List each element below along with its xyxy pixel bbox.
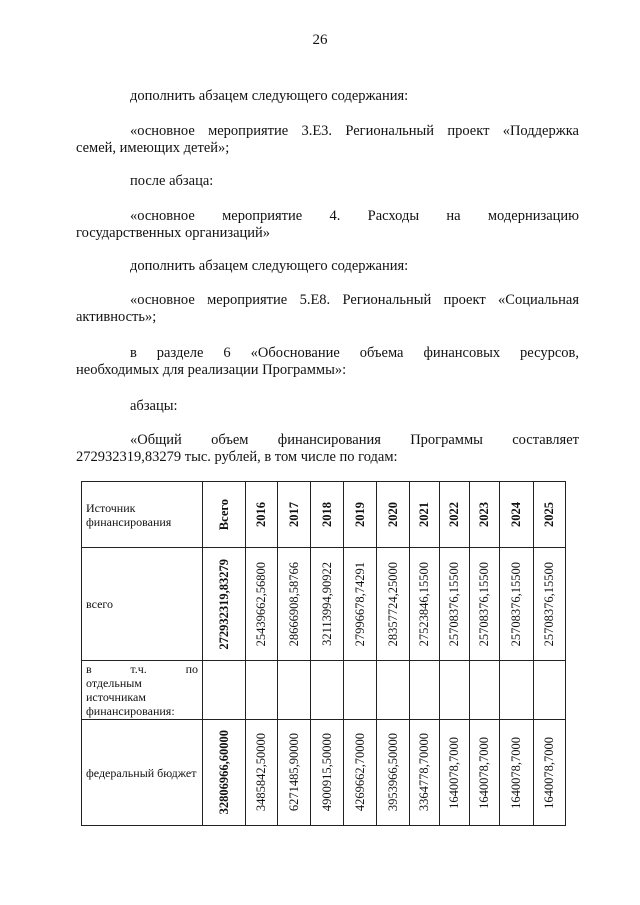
cell — [377, 548, 410, 661]
paragraph-7 — [76, 345, 579, 379]
header-year: 2016 — [254, 502, 268, 527]
header-year: 2019 — [352, 502, 367, 527]
row-federal-value: 4900915,50000 — [319, 733, 334, 812]
cell — [410, 720, 440, 826]
paragraph-9-line-1: «Общий объем финансирования Программы составляет — [130, 432, 579, 448]
financing-table — [81, 481, 566, 826]
table-row-including — [82, 661, 566, 720]
cell — [440, 548, 470, 661]
paragraph-9 — [76, 432, 579, 466]
row-total-value: 28666908,58766 — [286, 561, 301, 647]
paragraph-8 — [76, 398, 579, 415]
including-line: источникам — [86, 690, 146, 704]
row-including-label — [82, 661, 203, 720]
row-federal-sum: 32806966,60000 — [216, 730, 231, 815]
row-total-value: 32113994,90922 — [319, 562, 334, 646]
empty-cell — [246, 661, 278, 720]
paragraph-6-line-1: «основное мероприятие 5.Е8. Региональный проект «Социальная — [130, 292, 579, 308]
header-year-cell — [246, 482, 278, 548]
paragraph-1 — [76, 88, 579, 105]
paragraph-2-line-1: «основное мероприятие 3.Е3. Региональный проект «Поддержка — [130, 123, 579, 139]
header-year-cell — [534, 482, 566, 548]
header-year: 2017 — [286, 502, 301, 527]
cell — [500, 548, 534, 661]
cell — [246, 548, 278, 661]
header-total: Всего — [216, 498, 231, 531]
empty-cell — [470, 661, 500, 720]
empty-cell — [500, 661, 534, 720]
cell — [203, 720, 246, 826]
row-total-value: 27996678,74291 — [352, 561, 367, 647]
row-federal-value: 3364778,70000 — [417, 733, 431, 812]
cell — [278, 720, 311, 826]
header-total-cell — [203, 482, 246, 548]
cell — [500, 720, 534, 826]
row-total-value: 27523846,15500 — [417, 561, 431, 647]
empty-cell — [440, 661, 470, 720]
paragraph-7-line-1: в разделе 6 «Обоснование объема финансовых ресурсов, — [130, 345, 579, 361]
cell — [470, 548, 500, 661]
row-total-value: 25439662,56800 — [254, 561, 268, 647]
cell — [246, 720, 278, 826]
cell — [440, 720, 470, 826]
row-federal-value: 3485842,50000 — [254, 733, 268, 812]
header-year: 2022 — [447, 502, 461, 527]
header-year-cell — [344, 482, 377, 548]
cell — [534, 548, 566, 661]
cell — [311, 548, 344, 661]
header-year: 2024 — [509, 502, 523, 527]
paragraph-3 — [76, 173, 579, 190]
paragraph-4-line-1: «основное мероприятие 4. Расходы на модернизацию — [130, 208, 579, 224]
row-total-label: всего — [82, 548, 203, 661]
paragraph-2-line-2: семей, имеющих детей»; — [76, 140, 230, 156]
row-total-value: 25708376,15500 — [542, 561, 556, 647]
cell — [534, 720, 566, 826]
header-year-cell — [311, 482, 344, 548]
empty-cell — [311, 661, 344, 720]
row-federal-value: 1640078,7000 — [509, 736, 523, 809]
including-word: в — [86, 662, 92, 676]
paragraph-3-line: после абзаца: — [130, 173, 214, 189]
row-federal-value: 6271485,90000 — [286, 733, 301, 812]
paragraph-9-line-2: 272932319,83279 тыс. рублей, в том числе по годам: — [76, 449, 398, 465]
row-federal-value: 3953966,50000 — [385, 733, 400, 812]
empty-cell — [534, 661, 566, 720]
including-line: финансирования: — [86, 704, 175, 718]
header-year: 2018 — [319, 502, 334, 527]
header-year-cell — [470, 482, 500, 548]
including-line: отдельным — [86, 676, 142, 690]
table-row-federal — [82, 720, 566, 826]
cell — [278, 548, 311, 661]
header-year-cell — [440, 482, 470, 548]
row-federal-value: 1640078,7000 — [477, 736, 491, 809]
table-row-total — [82, 548, 566, 661]
row-federal-value: 1640078,7000 — [542, 736, 556, 809]
empty-cell — [410, 661, 440, 720]
page-number: 26 — [312, 32, 328, 48]
empty-cell — [278, 661, 311, 720]
paragraph-5-line: дополнить абзацем следующего содержания: — [130, 258, 409, 274]
paragraph-7-line-2: необходимых для реализации Программы»: — [76, 362, 347, 378]
cell — [203, 548, 246, 661]
table-header-row — [82, 482, 566, 548]
cell — [344, 720, 377, 826]
header-year: 2020 — [385, 502, 400, 527]
including-word: по — [185, 662, 198, 676]
header-year: 2025 — [542, 502, 556, 527]
paragraph-4-line-2: государственных организаций» — [76, 225, 271, 241]
paragraph-1-line: дополнить абзацем следующего содержания: — [130, 88, 409, 104]
empty-cell — [377, 661, 410, 720]
paragraph-5 — [76, 258, 579, 275]
row-total-value: 28357724,25000 — [385, 561, 400, 647]
paragraph-6-line-2: активность»; — [76, 309, 157, 325]
paragraph-4 — [76, 208, 579, 242]
header-year: 2021 — [417, 502, 431, 527]
paragraph-6 — [76, 292, 579, 326]
cell — [470, 720, 500, 826]
paragraph-8-line: абзацы: — [130, 398, 178, 414]
empty-cell — [344, 661, 377, 720]
cell — [311, 720, 344, 826]
including-word: т.ч. — [130, 662, 147, 676]
header-year-cell — [500, 482, 534, 548]
row-total-value: 25708376,15500 — [509, 561, 523, 647]
row-total-value: 25708376,15500 — [447, 561, 461, 647]
row-federal-value: 1640078,7000 — [447, 736, 461, 809]
cell — [377, 720, 410, 826]
header-year-cell — [278, 482, 311, 548]
empty-cell — [203, 661, 246, 720]
row-total-value: 25708376,15500 — [477, 561, 491, 647]
header-year: 2023 — [477, 502, 491, 527]
header-year-cell — [377, 482, 410, 548]
row-federal-label: федеральный бюджет — [82, 720, 203, 826]
header-year-cell — [410, 482, 440, 548]
cell — [344, 548, 377, 661]
row-including-first-line — [86, 662, 198, 676]
row-total-sum: 272932319,83279 — [216, 558, 231, 650]
paragraph-2 — [76, 123, 579, 157]
cell — [410, 548, 440, 661]
row-federal-value: 4269662,70000 — [352, 733, 367, 812]
header-source: Источник финансирования — [82, 482, 203, 548]
